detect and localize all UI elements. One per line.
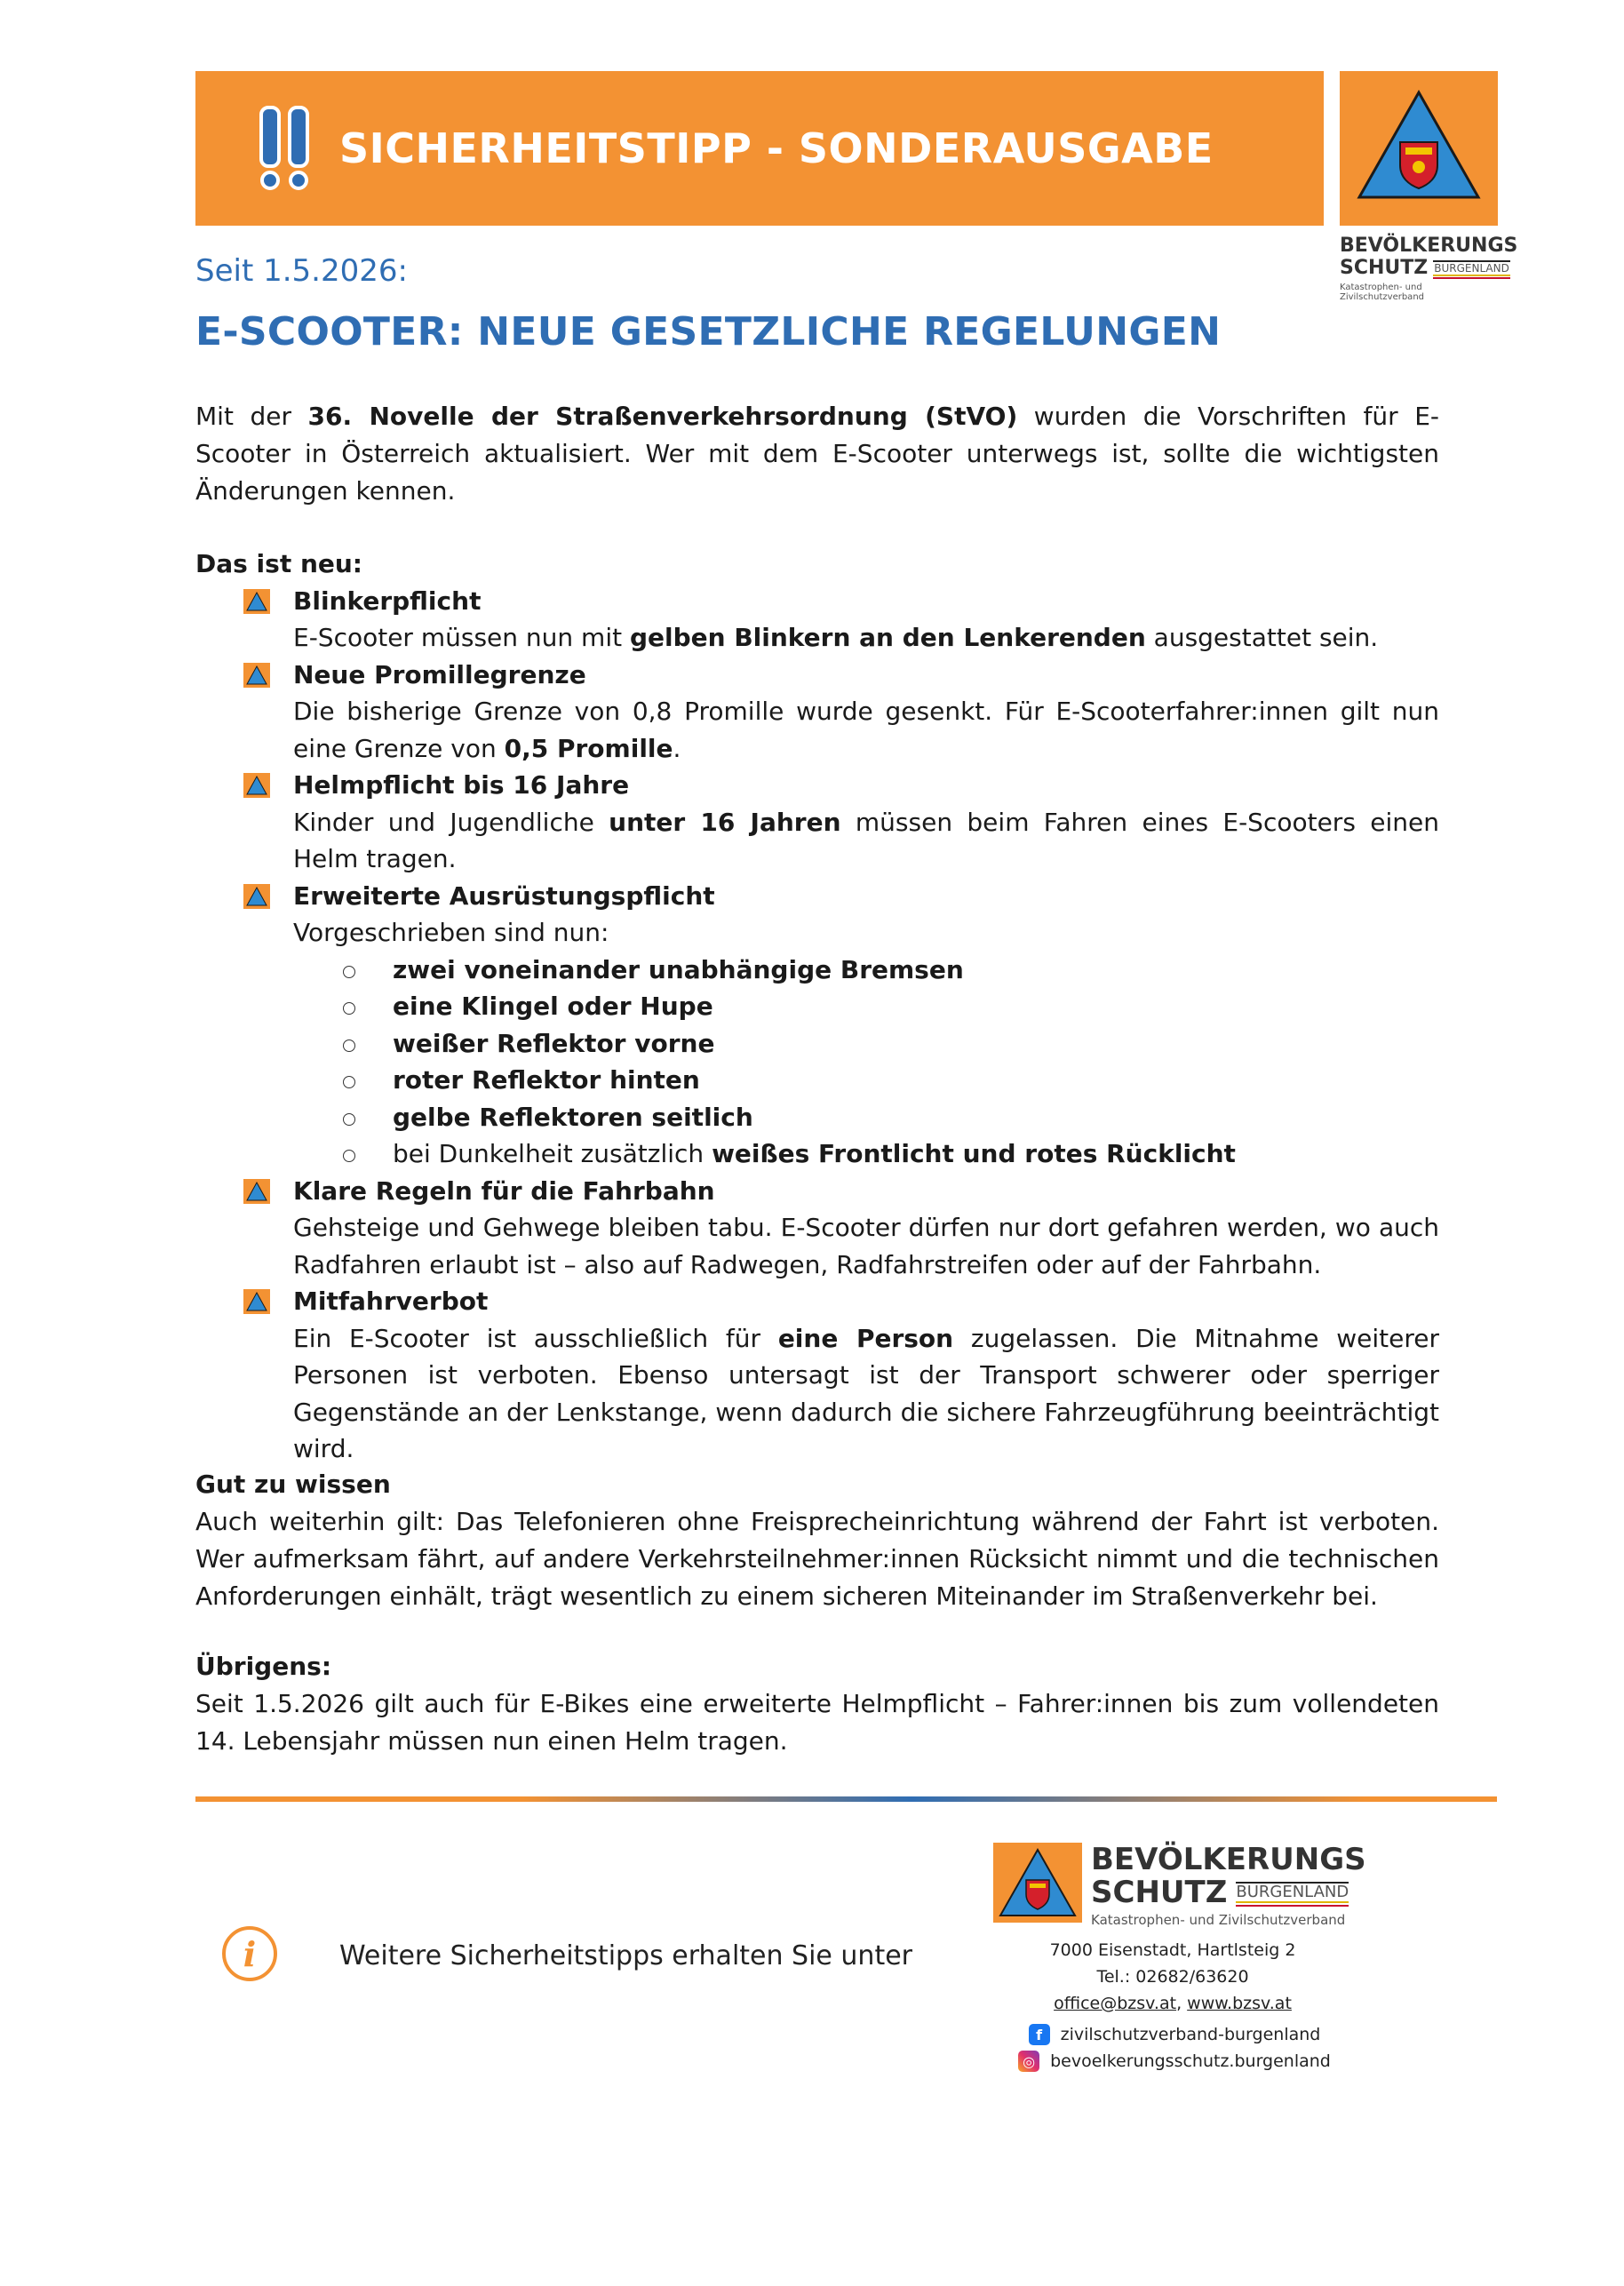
phone: Tel.: 02682/63620 — [1096, 1967, 1249, 1987]
item-text-bold: eine Person — [777, 1323, 954, 1353]
footer-logo-line2: SCHUTZ — [1091, 1875, 1228, 1910]
sublist-item-text: roter Reflektor hinten — [393, 1065, 700, 1095]
sublist-item — [293, 1062, 1439, 1099]
good-to-know-text: Auch weiterhin gilt: Das Telefonieren ohne Freisprecheinrichtung während der Fahrt ist verboten. Wer aufmerksam fährt, auf andere Verkehrsteilnehmer:innen Rücksicht nimmt und die technischen Anforderungen einhält, trägt wesentlich zu einem sicheren Miteinander im Straßenverkehr bei. — [195, 1507, 1439, 1611]
facebook-row[interactable] — [988, 2024, 1361, 2045]
sublist-item-text: zwei voneinander unabhängige Bremsen — [393, 954, 964, 984]
item-text — [293, 804, 1439, 878]
facebook-handle: zivilschutzverband-burgenland — [1060, 2025, 1321, 2044]
intro-text-post: wurden die Vorschriften für E-Scooter in Österreich aktualisiert. Wer mit dem E-Scooter unterwegs ist, sollte die wichtigsten Änderungen kennen. — [195, 402, 1439, 506]
sublist-item-text: weißer Reflektor vorne — [393, 1028, 715, 1058]
by-the-way-text: Seit 1.5.2026 gilt auch für E-Bikes eine erweiterte Helmpflicht – Fahrer:innen bis zum vollendeten 14. Lebensjahr müssen nun einen Helm tragen. — [195, 1689, 1439, 1756]
item-text — [293, 693, 1439, 767]
sublist-item — [293, 988, 1439, 1025]
organization-logo — [1340, 71, 1518, 302]
logo-line2: SCHUTZ — [1340, 257, 1429, 279]
item-text-post: zugelassen. Die Mitnahme weiterer Personen ist verboten. Ebenso untersagt ist der Transport schwerer oder sperriger Gegenstände an der Lenkstange, wenn dadurch die sichere Fahrzeugführung beeinträchtigt wird. — [293, 1323, 1439, 1463]
item-text-post: . — [673, 733, 681, 763]
list-item — [195, 583, 1439, 657]
sublist-item-text-pre: bei Dunkelheit zusätzlich — [393, 1139, 712, 1168]
footer-text: Weitere Sicherheitstipps erhalten Sie unter — [339, 1940, 912, 1971]
facebook-icon: f — [1029, 2024, 1050, 2045]
instagram-icon: ◎ — [1018, 2051, 1039, 2072]
list-item — [195, 767, 1439, 878]
circle-bullet-icon — [343, 966, 355, 978]
triangle-coat-of-arms-icon — [993, 1843, 1082, 1923]
equipment-sublist — [293, 952, 1439, 1173]
circle-bullet-icon — [343, 1002, 355, 1015]
list-item — [195, 1283, 1439, 1468]
item-title: Blinkerpflicht — [293, 585, 482, 616]
triangle-bullet-icon — [243, 1179, 270, 1204]
sublist-item-text: gelbe Reflektoren seitlich — [393, 1102, 753, 1132]
item-title: Klare Regeln für die Fahrbahn — [293, 1175, 715, 1206]
footer-logo-line2-row — [1091, 1876, 1366, 1908]
contact-separator: , — [1176, 1994, 1188, 2013]
item-text-bold: gelben Blinkern an den Lenkerenden — [629, 623, 1146, 652]
triangle-bullet-icon — [243, 884, 270, 909]
sublist-item — [293, 1099, 1439, 1136]
triangle-bullet-icon — [243, 773, 270, 798]
footer-logo-text — [1091, 1843, 1366, 1928]
circle-bullet-icon — [343, 1150, 355, 1162]
logo-region: BURGENLAND — [1434, 262, 1509, 275]
good-to-know-section — [195, 1466, 1439, 1615]
instagram-handle: bevoelkerungsschutz.burgenland — [1050, 2051, 1331, 2071]
by-the-way-section — [195, 1648, 1439, 1760]
section-heading-good-to-know: Gut zu wissen — [195, 1470, 391, 1499]
list-item — [195, 878, 1439, 952]
email-link[interactable]: office@bzsv.at — [1054, 1994, 1177, 2013]
item-text: Gehsteige und Gehwege bleiben tabu. E-Scooter dürfen nur dort gefahren werden, wo auch Radfahren erlaubt ist – also auf Radwegen, Radfahrstreifen oder auf der Fahrbahn. — [293, 1213, 1439, 1279]
circle-bullet-icon — [343, 1039, 355, 1052]
footer-logo-line1: BEVÖLKERUNGS — [1091, 1842, 1366, 1877]
list-item — [195, 1173, 1439, 1284]
item-title: Mitfahrverbot — [293, 1286, 489, 1316]
intro-text-pre: Mit der — [195, 402, 308, 431]
item-text — [293, 619, 1439, 657]
section-heading-by-the-way: Übrigens: — [195, 1652, 332, 1681]
circle-bullet-icon — [343, 1113, 355, 1126]
item-text-pre: Die bisherige Grenze von 0,8 Promille wurde gesenkt. Für E-Scooterfahrer:innen gilt nun eine Grenze von — [293, 697, 1439, 763]
since-date: Seit 1.5.2026: — [195, 253, 408, 289]
footer-logo-subtitle: Katastrophen- und Zivilschutzverband — [1091, 1912, 1346, 1928]
item-title: Erweiterte Ausrüstungspflicht — [293, 880, 715, 911]
triangle-bullet-icon — [243, 1289, 270, 1314]
double-exclamation-icon — [258, 106, 311, 191]
item-text-bold: 0,5 Promille — [504, 733, 673, 763]
triangle-bullet-icon — [243, 589, 270, 614]
item-text-pre: Kinder und Jugendliche — [293, 807, 609, 837]
item-text-pre: E-Scooter müssen nun mit — [293, 623, 630, 652]
header-banner — [195, 71, 1324, 226]
list-item — [195, 657, 1439, 768]
logo-line2-row — [1340, 257, 1509, 279]
sublist-item-text-bold: weißes Frontlicht und rotes Rücklicht — [712, 1139, 1236, 1168]
email-web-row — [986, 1990, 1359, 2017]
divider — [195, 1796, 1497, 1802]
intro-paragraph — [195, 398, 1439, 510]
logo-emblem — [1340, 71, 1498, 226]
item-text-post: ausgestattet sein. — [1145, 623, 1379, 652]
item-title: Neue Promillegrenze — [293, 659, 586, 689]
triangle-bullet-icon — [243, 663, 270, 688]
banner-title: SICHERHEITSTIPP - SONDERAUSGABE — [339, 124, 1214, 172]
sublist-item — [293, 1135, 1439, 1173]
new-rules-section — [195, 546, 1439, 1468]
item-text-pre: Ein E-Scooter ist ausschließlich für — [293, 1323, 778, 1353]
logo-subtitle: Katastrophen- und Zivilschutzverband — [1340, 283, 1424, 302]
instagram-row[interactable] — [988, 2051, 1361, 2072]
footer-logo-emblem — [993, 1843, 1082, 1923]
footer-logo — [993, 1842, 1366, 1932]
triangle-coat-of-arms-icon — [1354, 87, 1484, 203]
sublist-item — [293, 1025, 1439, 1063]
website-link[interactable]: www.bzsv.at — [1187, 1994, 1292, 2013]
info-icon: i — [222, 1926, 277, 1981]
item-text-post: müssen beim Fahren eines E-Scooters einen Helm tragen. — [293, 807, 1439, 873]
address: 7000 Eisenstadt, Hartlsteig 2 — [1049, 1940, 1296, 1960]
footer-logo-region: BURGENLAND — [1236, 1883, 1349, 1901]
sublist-item-text: eine Klingel oder Hupe — [393, 992, 713, 1021]
logo-line1: BEVÖLKERUNGS — [1340, 235, 1518, 257]
item-text-bold: unter 16 Jahren — [609, 807, 841, 837]
circle-bullet-icon — [343, 1076, 355, 1088]
item-title: Helmpflicht bis 16 Jahre — [293, 770, 630, 800]
section-heading-new: Das ist neu: — [195, 549, 363, 578]
page-title: E-SCOOTER: NEUE GESETZLICHE REGELUNGEN — [195, 309, 1222, 354]
sublist-item — [293, 952, 1439, 989]
item-text — [293, 1320, 1439, 1468]
item-text: Vorgeschrieben sind nun: — [293, 918, 609, 947]
contact-block — [986, 1937, 1359, 2017]
intro-text-bold: 36. Novelle der Straßenverkehrsordnung (StVO) — [307, 402, 1018, 431]
